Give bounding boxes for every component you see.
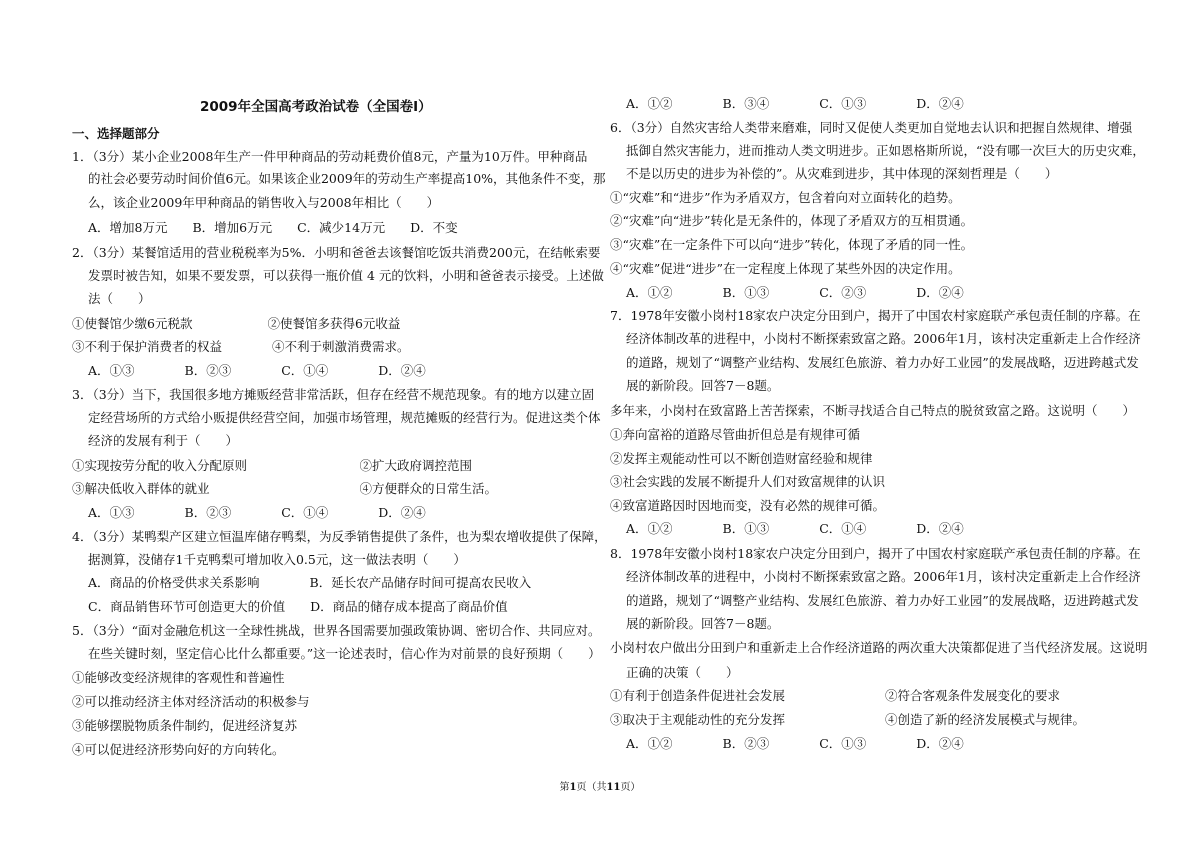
text-line: ②可以推动经济主体对经济活动的积极参与 — [72, 694, 310, 709]
footer-suffix: 页） — [620, 782, 641, 793]
footer-total-pages: 11 — [606, 782, 621, 793]
text-line: 的社会必要劳动时间价值6元。如果该企业2009年的劳动生产率提高10%，其他条件不变，那 — [88, 171, 606, 186]
text-line: 的道路，规划了“调整产业结构、发展红色旅游、着力办好工业园”的发展战略，迈进跨越式发 — [626, 355, 1139, 370]
text-line: ③“灾难”在一定条件下可以向“进步”转化，体现了矛盾的同一性。 — [610, 237, 974, 252]
text-line: ③解决低收入群体的就业 ④方便群众的日常生活。 — [72, 481, 498, 496]
section-heading: 一、选择题部分 — [72, 126, 160, 141]
text-line: ③社会实践的发展不断提升人们对致富规律的认识 — [610, 474, 886, 489]
text-line: ④致富道路因时因地而变，没有必然的规律可循。 — [610, 498, 886, 513]
text-line: 正确的决策（ ） — [626, 665, 739, 680]
page-title: 2009年全国高考政治试卷（全国卷Ⅰ） — [200, 99, 432, 115]
text-line: A．增加8万元 B．增加6万元 C．减少14万元 D．不变 — [88, 220, 458, 235]
text-line: 么，该企业2009年甲种商品的销售收入与2008年相比（ ） — [88, 195, 440, 210]
text-line: ③能够摆脱物质条件制约，促进经济复苏 — [72, 718, 298, 733]
text-line: A．①② B．①③ C．①④ D．②④ — [626, 521, 964, 536]
text-line: A．①③ B．②③ C．①④ D．②④ — [88, 505, 426, 520]
text-line: 的道路，规划了“调整产业结构、发展红色旅游、着力办好工业园”的发展战略，迈进跨越式发 — [626, 593, 1139, 608]
text-line: ③取决于主观能动性的充分发挥 ④创造了新的经济发展模式与规律。 — [610, 712, 1086, 727]
text-line: 1．（3分）某小企业2008年生产一件甲种商品的劳动耗费价值8元，产量为10万件。甲种商品 — [72, 149, 588, 164]
text-line: 经济体制改革的进程中，小岗村不断探索致富之路。2006年1月，该村决定重新走上合作经济 — [626, 331, 1141, 346]
text-line: 4．（3分）某鸭梨产区建立恒温库储存鸭梨，为反季销售提供了条件，也为梨农增收提供了保障， — [72, 529, 607, 544]
text-line: ①有利于创造条件促进社会发展 ②符合客观条件发展变化的要求 — [610, 688, 1061, 703]
text-line: ①“灾难”和“进步”作为矛盾双方，包含着向对立面转化的趋势。 — [610, 190, 961, 205]
text-line: A．①② B．②③ C．①③ D．②④ — [626, 736, 964, 751]
footer-page-number: 1 — [569, 782, 577, 793]
text-line: 5．（3分）“面对金融危机这一全球性挑战，世界各国需要加强政策协调、密切合作、共同应对。 — [72, 623, 601, 638]
text-line: 在些关键时刻，坚定信心比什么都重要。”这一论述表时，信心作为对前景的良好预期（ ） — [88, 646, 601, 661]
text-line: ④可以促进经济形势向好的方向转化。 — [72, 742, 285, 757]
text-line: A．①② B．③④ C．①③ D．②④ — [626, 96, 964, 111]
text-line: 不是以历史的进步为补偿的”。从灾难到进步，其中体现的深刻哲理是（ ） — [626, 166, 1058, 181]
text-line: 法（ ） — [88, 291, 151, 306]
text-line: ①实现按劳分配的收入分配原则 ②扩大政府调控范围 — [72, 458, 473, 473]
text-line: 抵御自然灾害能力，进而推动人类文明进步。正如恩格斯所说，“没有哪一次巨大的历史灾难， — [626, 143, 1145, 158]
text-line: 3．（3分）当下，我国很多地方摊贩经营非常活跃，但存在经营不规范现象。有的地方以建立固 — [72, 387, 595, 402]
text-line: 小岗村农户做出分田到户和重新走上合作经济道路的两次重大决策都促进了当代经济发展。这说明 — [610, 640, 1148, 655]
text-line: 经济的发展有利于（ ） — [88, 433, 239, 448]
text-line: 6．（3分）自然灾害给人类带来磨难，同时又促使人类更加自觉地去认识和把握自然规律、增强 — [610, 120, 1133, 135]
text-line: ④“灾难”促进“进步”在一定程度上体现了某些外因的决定作用。 — [610, 261, 961, 276]
text-line: 8．1978年安徽小岗村18家农户决定分田到户，揭开了中国农村家庭联产承包责任制的序幕。在 — [610, 546, 1141, 561]
text-line: 2．（3分）某餐馆适用的营业税税率为5%．小明和爸爸去该餐馆吃饭共消费200元，在结帐索要 — [72, 245, 601, 260]
text-line: A．①② B．①③ C．②③ D．②④ — [626, 285, 964, 300]
text-line: 定经营场所的方式给小贩提供经营空间，加强市场管理，规范摊贩的经营行为。促进这类个体 — [88, 410, 601, 425]
text-line: A．商品的价格受供求关系影响 B．延长农产品储存时间可提高农民收入 — [88, 575, 532, 590]
text-line: A．①③ B．②③ C．①④ D．②④ — [88, 363, 426, 378]
text-line: ①使餐馆少缴6元税款 ②使餐馆多获得6元收益 — [72, 316, 401, 331]
text-line: 据测算，没储存1千克鸭梨可增加收入0.5元，这一做法表明（ ） — [88, 552, 466, 567]
text-line: 发票时被告知，如果不要发票，可以获得一瓶价值 4 元的饮料，小明和爸爸表示接受。上述做 — [88, 268, 604, 283]
text-line: ②发挥主观能动性可以不断创造财富经验和规律 — [610, 451, 873, 466]
text-line: C．商品销售环节可创造更大的价值 D．商品的储存成本提高了商品价值 — [88, 599, 508, 614]
footer-prefix: 第 — [559, 782, 570, 793]
page-footer — [0, 778, 1200, 793]
text-line: ③不利于保护消费者的权益 ④不利于刺激消费需求。 — [72, 339, 410, 354]
text-line: ②“灾难”向“进步”转化是无条件的，体现了矛盾双方的互相贯通。 — [610, 213, 974, 228]
footer-mid: 页（共 — [576, 782, 607, 793]
text-line: 7．1978年安徽小岗村18家农户决定分田到户，揭开了中国农村家庭联产承包责任制的序幕。在 — [610, 308, 1141, 323]
text-line: 展的新阶段。回答7－8题。 — [626, 378, 780, 393]
text-line: 展的新阶段。回答7－8题。 — [626, 616, 780, 631]
text-line: 经济体制改革的进程中，小岗村不断探索致富之路。2006年1月，该村决定重新走上合作经济 — [626, 569, 1141, 584]
text-line: ①奔向富裕的道路尽管曲折但总是有规律可循 — [610, 427, 861, 442]
text-line: ①能够改变经济规律的客观性和普遍性 — [72, 670, 285, 685]
text-line: 多年来，小岗村在致富路上苦苦探索，不断寻找适合自己特点的脱贫致富之路。这说明（ ） — [610, 403, 1136, 418]
